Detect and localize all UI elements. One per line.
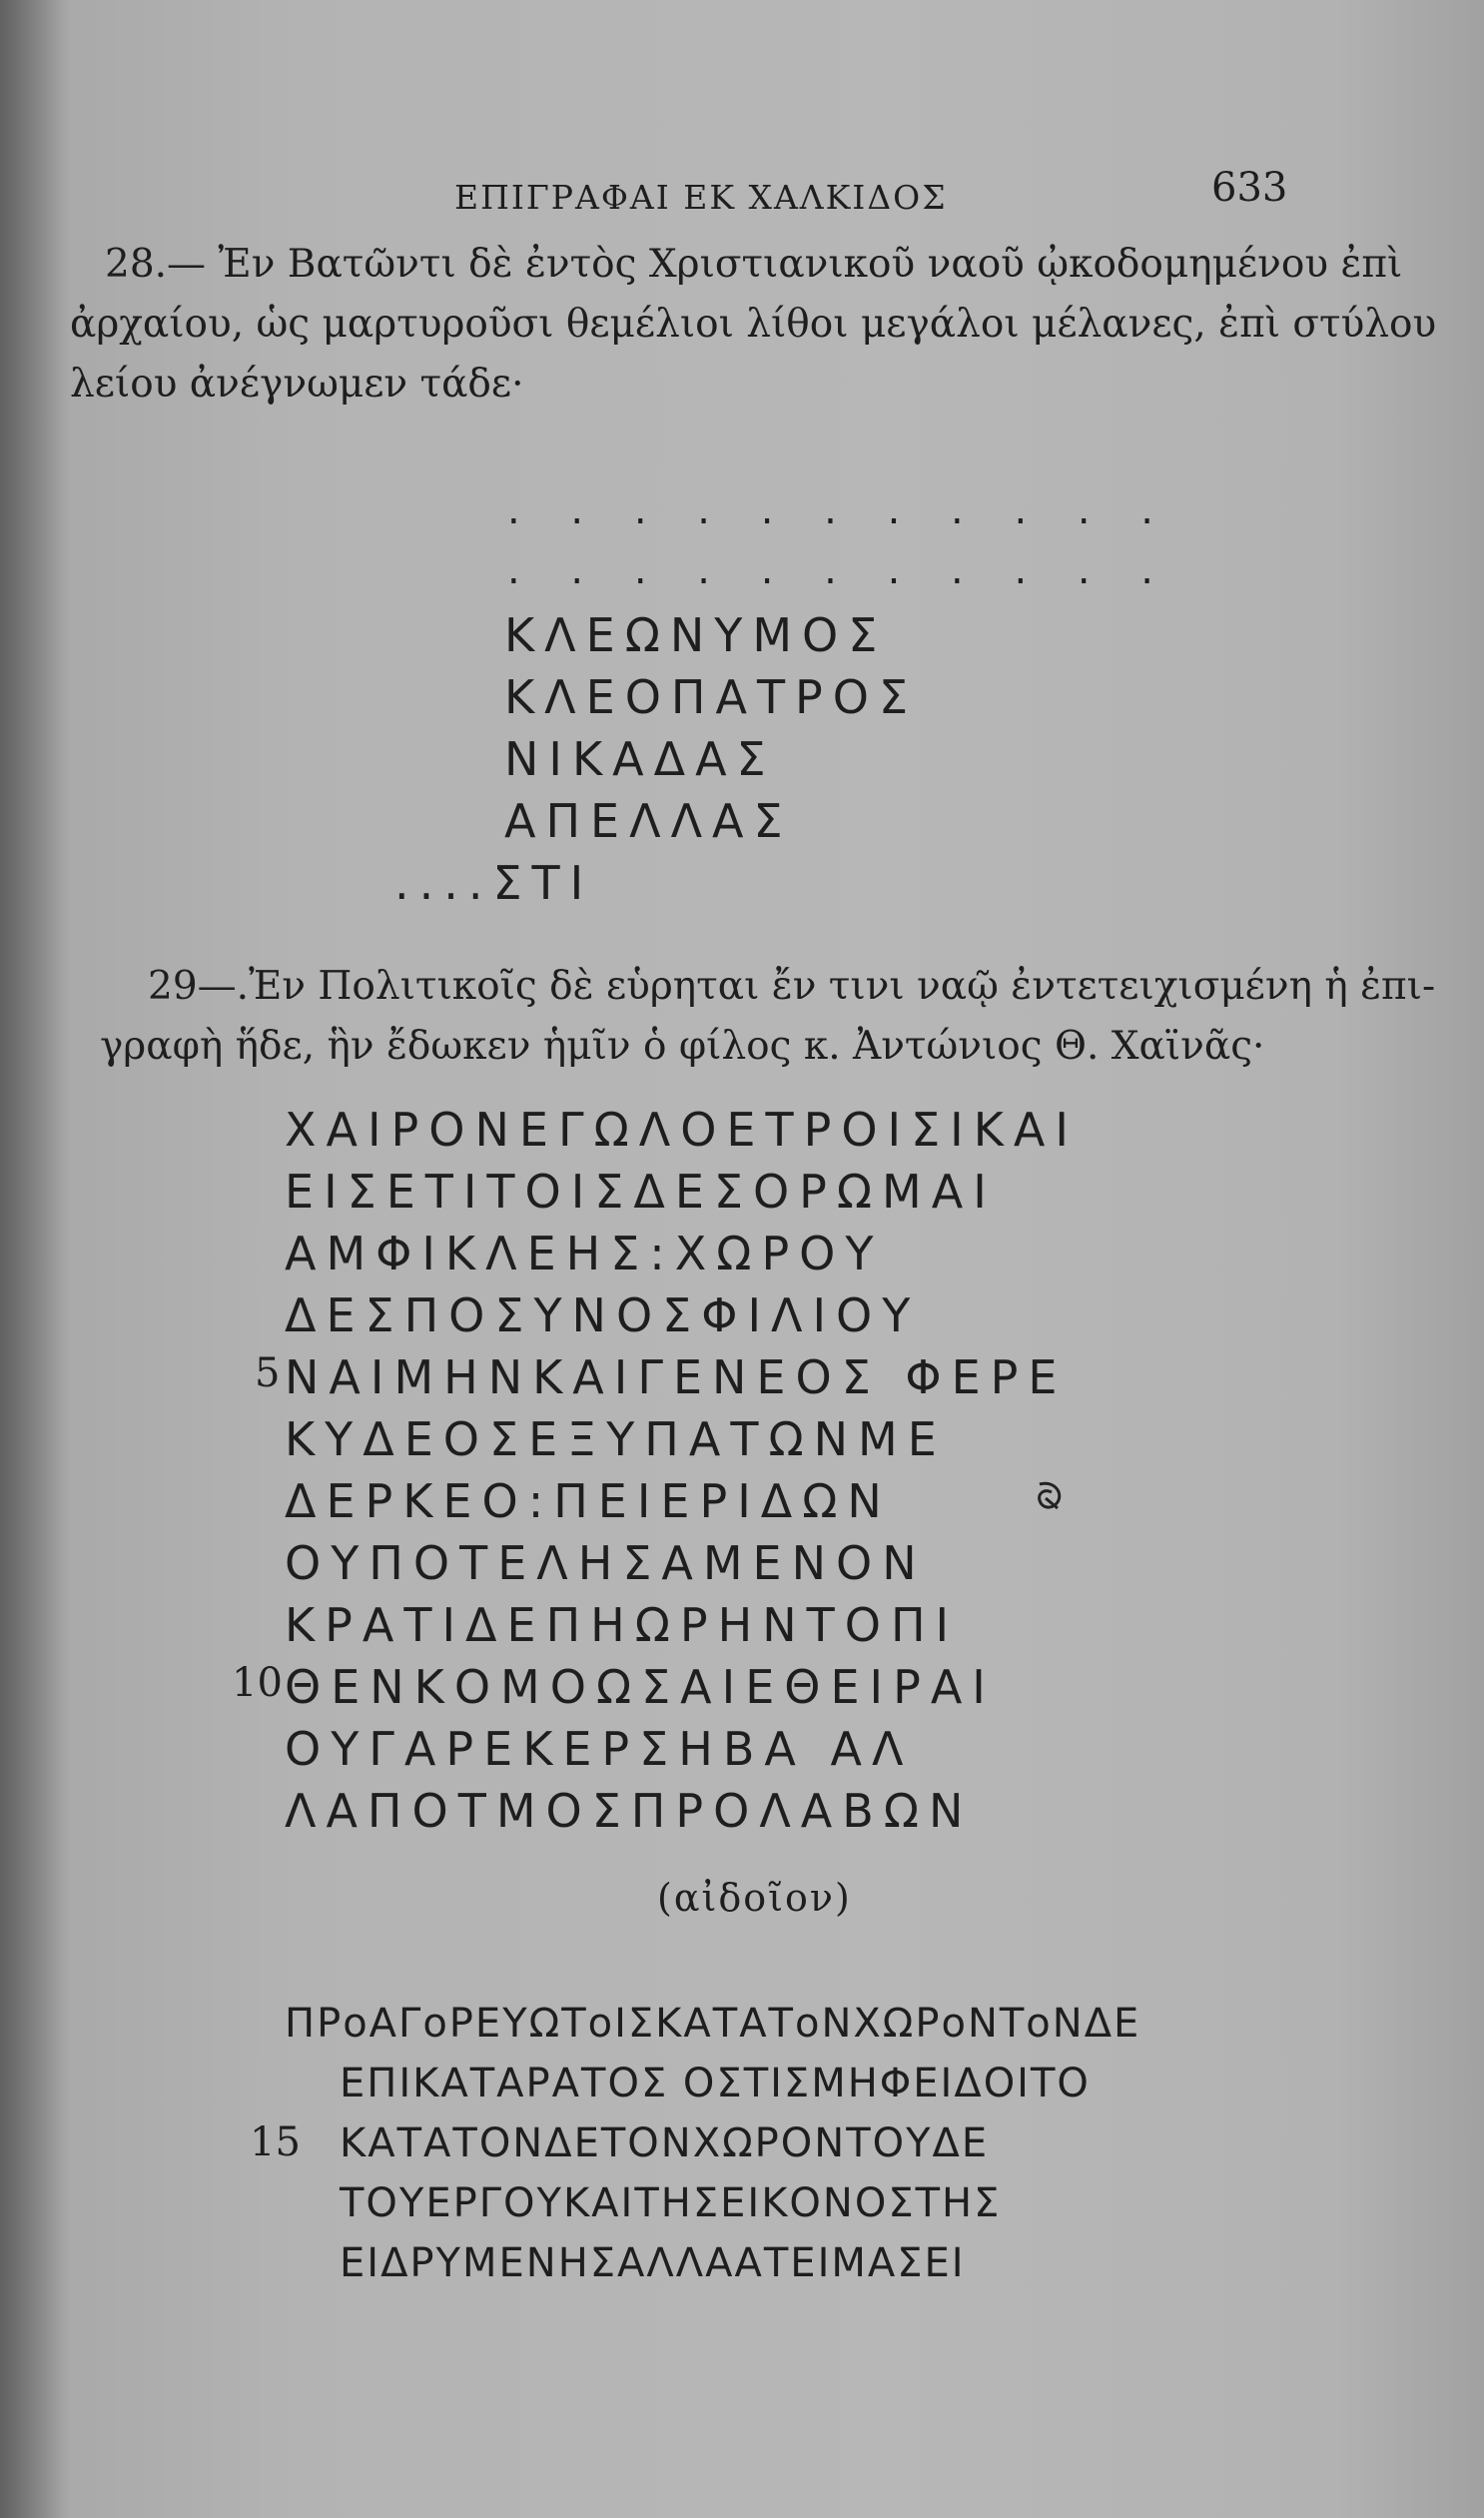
inscription-line: ΛΑΠΟΤΜΟΣΠΡΟΛΑΒΩΝ — [285, 1784, 974, 1838]
line-number: 5 — [255, 1350, 281, 1396]
inscription-line: ΚΛΕΟΠΑΤΡΟΣ — [504, 670, 919, 724]
entry28-line-1: 28.— Ἐν Βατῶντι δὲ ἐντὸς Χριστιανικοῦ ναοῦ ᾠκοδομημένου ἐπὶ — [105, 242, 1403, 287]
entry28-line-2: ἀρχαίου, ὡς μαρτυροῦσι θεμέλιοι λίθοι μεγάλοι μέλανες, ἐπὶ στύλου — [70, 302, 1437, 347]
entry29-line-1: 29—.Ἐν Πολιτικοῖς δὲ εὑρηται ἔν τινι ναῷ ἐντετειχισμένη ἡ ἐπι- — [148, 964, 1436, 1009]
inscription-line: ΚΥΔΕΟΣΕΞΥΠΑΤΩΝΜΕ — [285, 1412, 947, 1466]
line-number: 15 — [250, 2119, 301, 2165]
line-number: 10 — [232, 1660, 283, 1706]
inscription-line: ΤΟΥΕΡΓΟΥΚΑΙΤΗΣΕΙΚΟΝΟΣΤΗΣ — [340, 2180, 1002, 2226]
leaf-symbol-icon — [1034, 1478, 1066, 1514]
inscription-line: ΔΕΡΚΕΟ:ΠΕΙΕΡΙΔΩΝ — [285, 1474, 892, 1528]
inscription-line: ΟΥΓΑΡΕΚΕΡΣΗΒΑ ΑΛ — [285, 1722, 914, 1776]
inscription-line: ΝΙΚΑΔΑΣ — [504, 732, 776, 786]
inscription-line: ΔΕΣΠΟΣΥΝΟΣΦΙΛΙΟΥ — [285, 1288, 921, 1342]
inscription-line: ΟΥΠΟΤΕΛΗΣΑΜΕΝΟΝ — [285, 1536, 927, 1590]
inscription-line: ΧΑΙΡΟΝΕΓΩΛΟΕΤΡΟΙΣΙΚΑΙ — [285, 1103, 1079, 1157]
inscription-line: ΝΑΙΜΗΝΚΑΙΓΕΝΕΟΣ ΦΕΡΕ — [285, 1350, 1068, 1404]
parenthetical-note: (αἰδοῖον) — [657, 1876, 852, 1920]
inscription-line: ΕΠΙΚΑΤΑΡΑΤΟΣ ΟΣΤΙΣΜΗΦΕΙΔΟΙΤΟ — [340, 2061, 1091, 2106]
lacuna-dots-row: . . . . . . . . . . . — [507, 547, 1173, 593]
inscription-line: ΕΙΣΕΤΙΤΟΙΣΔΕΣΟΡΩΜΑΙ — [285, 1165, 997, 1219]
inscription-line: ΚΡΑΤΙΔΕΠΗΩΡΗΝΤΟΠΙ — [285, 1598, 960, 1652]
running-title: ΕΠΙΓΡΑΦΑΙ ΕΚ ΧΑΛΚΙΔΟΣ — [454, 178, 948, 217]
inscription-line: ΑΠΕΛΛΑΣ — [504, 794, 793, 848]
inscription-line: ....ΣΤΙ — [394, 856, 594, 910]
inscription-line: ΕΙΔΡΥΜΕΝΗΣΑΛΛΑΑΤΕΙΜΑΣΕΙ — [340, 2240, 966, 2286]
entry29-line-2: γραφὴ ἥδε, ἣν ἔδωκεν ἡμῖν ὁ φίλος κ. Ἀντώνιος Θ. Χαϊνᾶς· — [100, 1024, 1265, 1069]
inscription-line: ΠΡοΑΓοΡΕΥΩΤοΙΣΚΑΤΑΤοΝΧΩΡοΝΤοΝΔΕ — [285, 2001, 1141, 2047]
page-gutter-shadow — [0, 0, 70, 2518]
entry28-line-3: λείου ἀνέγνωμεν τάδε· — [70, 362, 524, 407]
inscription-line: ΚΑΤΑΤΟΝΔΕΤΟΝΧΩΡΟΝΤΟΥΔΕ — [340, 2120, 990, 2166]
inscription-line: ΚΛΕΩΝΥΜΟΣ — [504, 608, 888, 662]
lacuna-dots-row: . . . . . . . . . . . — [507, 487, 1173, 533]
inscription-line: ΘΕΝΚΟΜΟΩΣΑΙΕΘΕΙΡΑΙ — [285, 1660, 996, 1714]
inscription-line: ΑΜΦΙΚΛΕΗΣ:ΧΩΡΟΥ — [285, 1227, 884, 1280]
page-number: 633 — [1211, 165, 1288, 211]
